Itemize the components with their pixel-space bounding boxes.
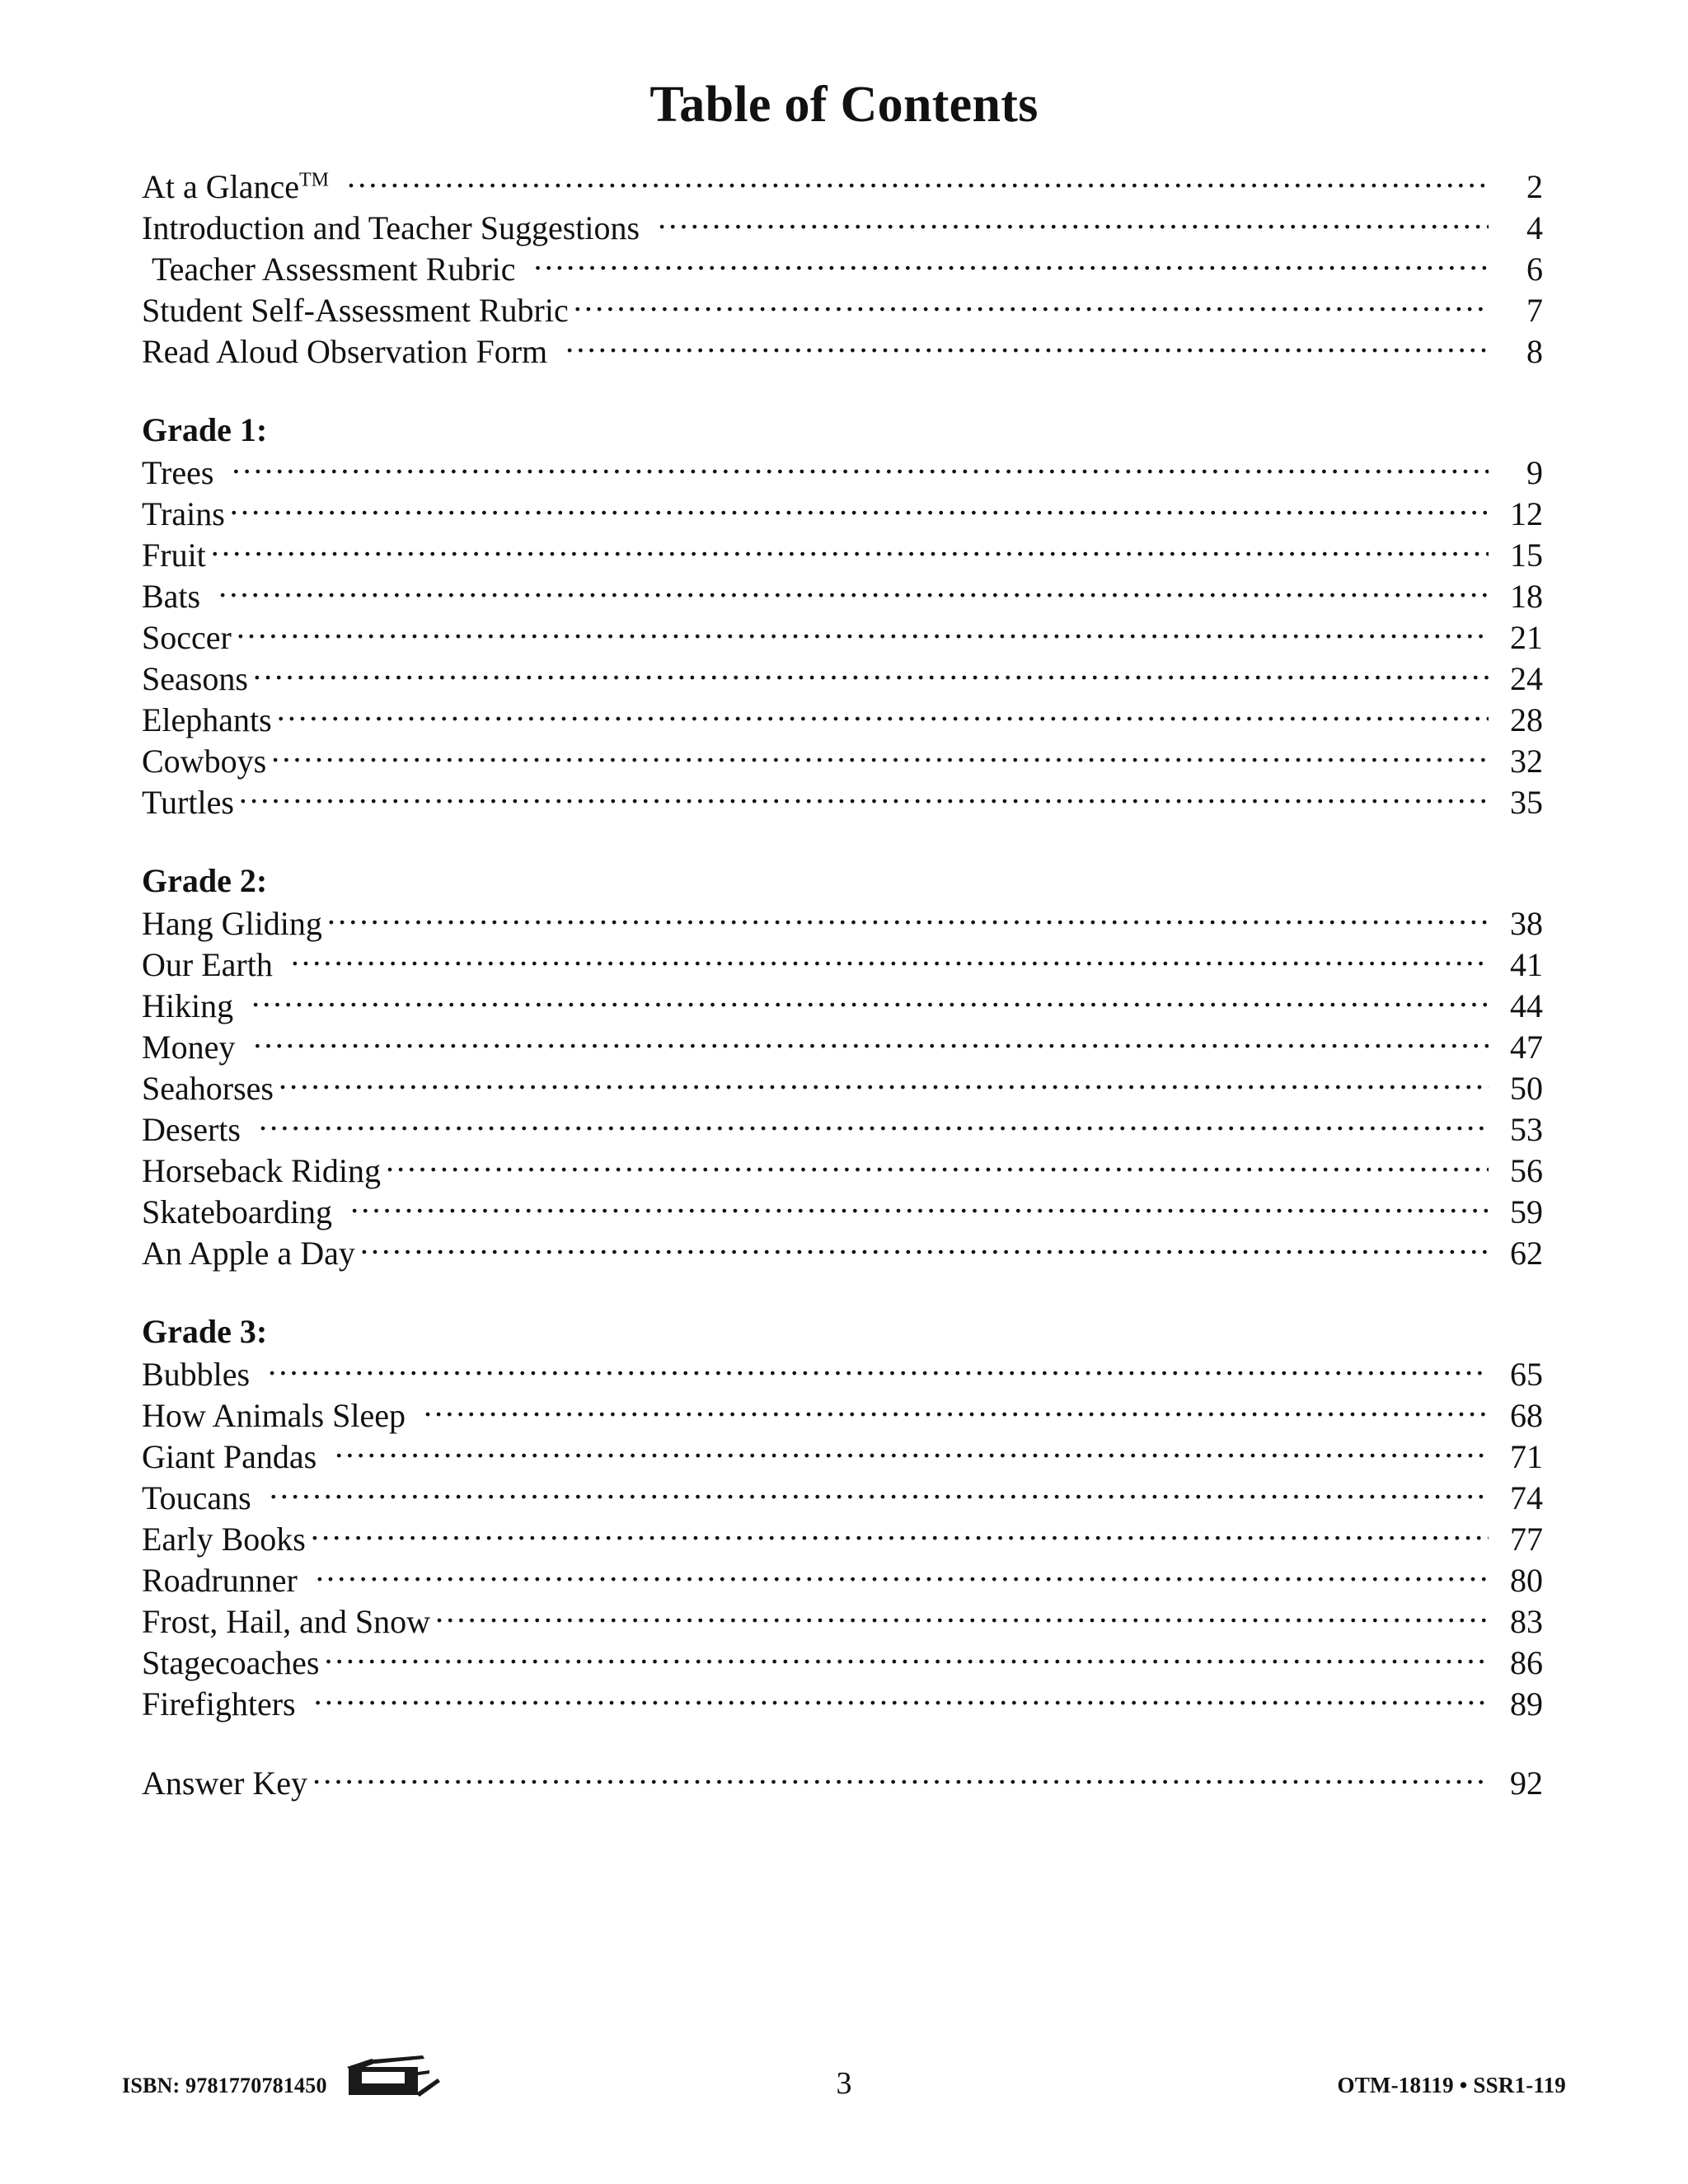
toc-entry[interactable] <box>142 1108 1543 1149</box>
toc-entry[interactable] <box>142 451 1543 492</box>
toc-entry-label: Student Self-Assessment Rubric <box>142 292 569 329</box>
toc-entry-page: 9 <box>1526 454 1543 491</box>
leader-dots <box>270 1476 1489 1509</box>
toc-entry-page: 74 <box>1510 1479 1543 1516</box>
section-grade-3 <box>142 1312 1543 1723</box>
leader-dots <box>565 330 1489 363</box>
section-grade-2 <box>142 861 1543 1272</box>
toc-entry-page: 92 <box>1510 1765 1543 1802</box>
leader-dots <box>253 657 1489 690</box>
leader-dots <box>253 1025 1489 1058</box>
toc-entry-label: Soccer <box>142 619 232 656</box>
toc-entry-label: Teacher Assessment Rubric <box>152 251 516 288</box>
leader-dots <box>574 288 1489 321</box>
toc-entry-label: Bats <box>142 578 201 615</box>
toc-entry[interactable] <box>142 288 1543 330</box>
leader-dots <box>230 492 1489 525</box>
toc-entry-label: Frost, Hail, and Snow <box>142 1603 430 1640</box>
toc-entry-page: 47 <box>1510 1029 1543 1066</box>
toc-entry-page: 12 <box>1510 495 1543 532</box>
toc-entry[interactable] <box>142 165 1543 206</box>
leader-dots <box>534 247 1489 280</box>
toc-entry-page: 59 <box>1510 1193 1543 1230</box>
toc-entry[interactable] <box>142 1352 1543 1394</box>
toc-entry[interactable] <box>142 206 1543 247</box>
leader-dots <box>218 574 1489 607</box>
toc-entry[interactable] <box>142 1190 1543 1231</box>
toc-entry-page: 4 <box>1526 209 1543 246</box>
toc-entry-page: 38 <box>1510 905 1543 942</box>
page-footer <box>0 2047 1688 2105</box>
leader-dots <box>279 1066 1489 1099</box>
toc-entry-label: Answer Key <box>142 1765 308 1802</box>
leader-dots <box>259 1108 1489 1141</box>
toc-entry-label: Early Books <box>142 1521 306 1558</box>
toc-entry-label: Introduction and Teacher Suggestions <box>142 209 640 246</box>
toc-entry-page: 83 <box>1510 1603 1543 1640</box>
toc-entry[interactable] <box>142 330 1543 371</box>
toc-entry[interactable] <box>142 247 1543 288</box>
toc-entry-label: Horseback Riding <box>142 1152 381 1189</box>
leader-dots <box>386 1149 1489 1182</box>
toc-entry-label: Our Earth <box>142 946 273 983</box>
leader-dots <box>335 1435 1489 1468</box>
leader-dots <box>350 1190 1489 1223</box>
toc-entry[interactable] <box>142 1641 1543 1682</box>
front-matter-group <box>142 165 1543 371</box>
toc-entry-page: 89 <box>1510 1685 1543 1722</box>
toc-entry[interactable] <box>142 739 1543 780</box>
leader-dots <box>239 780 1489 813</box>
toc-entry[interactable] <box>142 492 1543 533</box>
toc-entry[interactable] <box>142 1600 1543 1641</box>
toc-entry-label: Deserts <box>142 1111 241 1148</box>
back-matter-group <box>142 1761 1543 1802</box>
toc-entry-label: Elephants <box>142 701 272 738</box>
toc-entry-label: Skateboarding <box>142 1193 333 1230</box>
toc-entry[interactable] <box>142 780 1543 822</box>
toc-entry[interactable] <box>142 943 1543 984</box>
toc-entry-label: Seahorses <box>142 1070 274 1107</box>
toc-entry-page: 18 <box>1510 578 1543 615</box>
toc-entry-label: Trains <box>142 495 225 532</box>
toc-entry-label: Firefighters <box>142 1685 296 1722</box>
toc-entry[interactable] <box>142 1682 1543 1723</box>
leader-dots <box>237 616 1489 649</box>
toc-entry-page: 44 <box>1510 987 1543 1024</box>
toc-entry[interactable] <box>142 1761 1543 1802</box>
footer-product-codes: OTM-18119 • SSR1-119 <box>1337 2073 1566 2097</box>
toc-entry-page: 80 <box>1510 1562 1543 1599</box>
leader-dots <box>324 1641 1489 1674</box>
trademark-symbol: TM <box>299 169 330 191</box>
section-heading: Grade 2: <box>142 862 268 899</box>
table-of-contents <box>142 165 1543 1802</box>
toc-entry[interactable] <box>142 616 1543 657</box>
toc-entry-page: 7 <box>1526 292 1543 329</box>
toc-entry-page: 62 <box>1510 1235 1543 1272</box>
toc-entry[interactable] <box>142 657 1543 698</box>
leader-dots <box>291 943 1489 976</box>
toc-entry-label: Hang Gliding <box>142 905 322 942</box>
toc-entry-page: 15 <box>1510 537 1543 574</box>
toc-entry[interactable] <box>142 1149 1543 1190</box>
toc-entry-page: 8 <box>1526 333 1543 370</box>
toc-entry-page: 50 <box>1510 1070 1543 1107</box>
toc-entry-label: Roadrunner <box>142 1562 298 1599</box>
toc-entry[interactable] <box>142 1476 1543 1517</box>
section-heading: Grade 1: <box>142 411 268 448</box>
leader-dots <box>314 1682 1489 1715</box>
toc-entry[interactable] <box>142 574 1543 616</box>
isbn-text: ISBN: 9781770781450 <box>122 2074 327 2097</box>
toc-entry[interactable] <box>142 1517 1543 1558</box>
toc-entry-page: 21 <box>1510 619 1543 656</box>
toc-entry-page: 24 <box>1510 660 1543 697</box>
leader-dots <box>435 1600 1489 1633</box>
toc-entry[interactable] <box>142 1435 1543 1476</box>
toc-entry-label: Giant Pandas <box>142 1438 317 1475</box>
toc-entry-label: Turtles <box>142 784 234 821</box>
toc-entry-label: Toucans <box>142 1479 251 1516</box>
toc-entry-page: 35 <box>1510 784 1543 821</box>
toc-entry[interactable] <box>142 1394 1543 1435</box>
leader-dots <box>277 698 1489 731</box>
leader-dots <box>424 1394 1489 1427</box>
toc-entry-label: At a Glance™ <box>142 168 330 205</box>
leader-dots <box>327 902 1489 935</box>
toc-entry-label: Read Aloud Observation Form <box>142 333 548 370</box>
toc-entry-page: 77 <box>1510 1521 1543 1558</box>
leader-dots <box>658 206 1489 239</box>
toc-entry-page: 28 <box>1510 701 1543 738</box>
toc-entry-label: Cowboys <box>142 743 267 780</box>
leader-dots <box>311 1517 1489 1550</box>
leader-dots <box>268 1352 1489 1385</box>
toc-entry[interactable] <box>142 984 1543 1025</box>
toc-entry-page: 53 <box>1510 1111 1543 1148</box>
toc-entry[interactable] <box>142 1558 1543 1600</box>
leader-dots <box>347 165 1489 198</box>
leader-dots <box>271 739 1489 772</box>
toc-entry-page: 71 <box>1510 1438 1543 1475</box>
leader-dots <box>312 1761 1489 1794</box>
footer-page-number: 3 <box>836 2066 852 2101</box>
page-title: Table of Contents <box>649 77 1039 133</box>
toc-entry-label: Bubbles <box>142 1356 251 1393</box>
leader-dots <box>232 451 1489 484</box>
toc-entry-label: Hiking <box>142 987 234 1024</box>
toc-entry-page: 32 <box>1510 743 1543 780</box>
toc-entry-page: 68 <box>1510 1397 1543 1434</box>
toc-entry-page: 2 <box>1526 168 1543 205</box>
toc-entry[interactable] <box>142 698 1543 739</box>
spacer <box>142 1723 1543 1761</box>
toc-entry-label: How Animals Sleep <box>142 1397 406 1434</box>
toc-entry-page: 6 <box>1526 251 1543 288</box>
section-grade-1 <box>142 410 1543 822</box>
leader-dots <box>251 984 1489 1017</box>
toc-entry[interactable] <box>142 533 1543 574</box>
toc-entry-page: 56 <box>1510 1152 1543 1189</box>
toc-entry-label: An Apple a Day <box>142 1235 355 1272</box>
toc-entry[interactable] <box>142 902 1543 943</box>
toc-entry-page: 65 <box>1510 1356 1543 1393</box>
toc-entry-page: 86 <box>1510 1644 1543 1681</box>
toc-entry-label: Seasons <box>142 660 248 697</box>
leader-dots <box>316 1558 1489 1591</box>
section-heading: Grade 3: <box>142 1313 268 1350</box>
toc-entry[interactable] <box>142 1025 1543 1066</box>
toc-entry-page: 41 <box>1510 946 1543 983</box>
leader-dots <box>360 1231 1489 1264</box>
toc-entry-label: Stagecoaches <box>142 1644 320 1681</box>
toc-entry-label: Fruit <box>142 537 206 574</box>
leader-dots <box>211 533 1489 566</box>
toc-entry-label: Trees <box>142 454 214 491</box>
toc-entry-label: Money <box>142 1029 236 1066</box>
toc-entry[interactable] <box>142 1066 1543 1108</box>
toc-entry[interactable] <box>142 1231 1543 1272</box>
